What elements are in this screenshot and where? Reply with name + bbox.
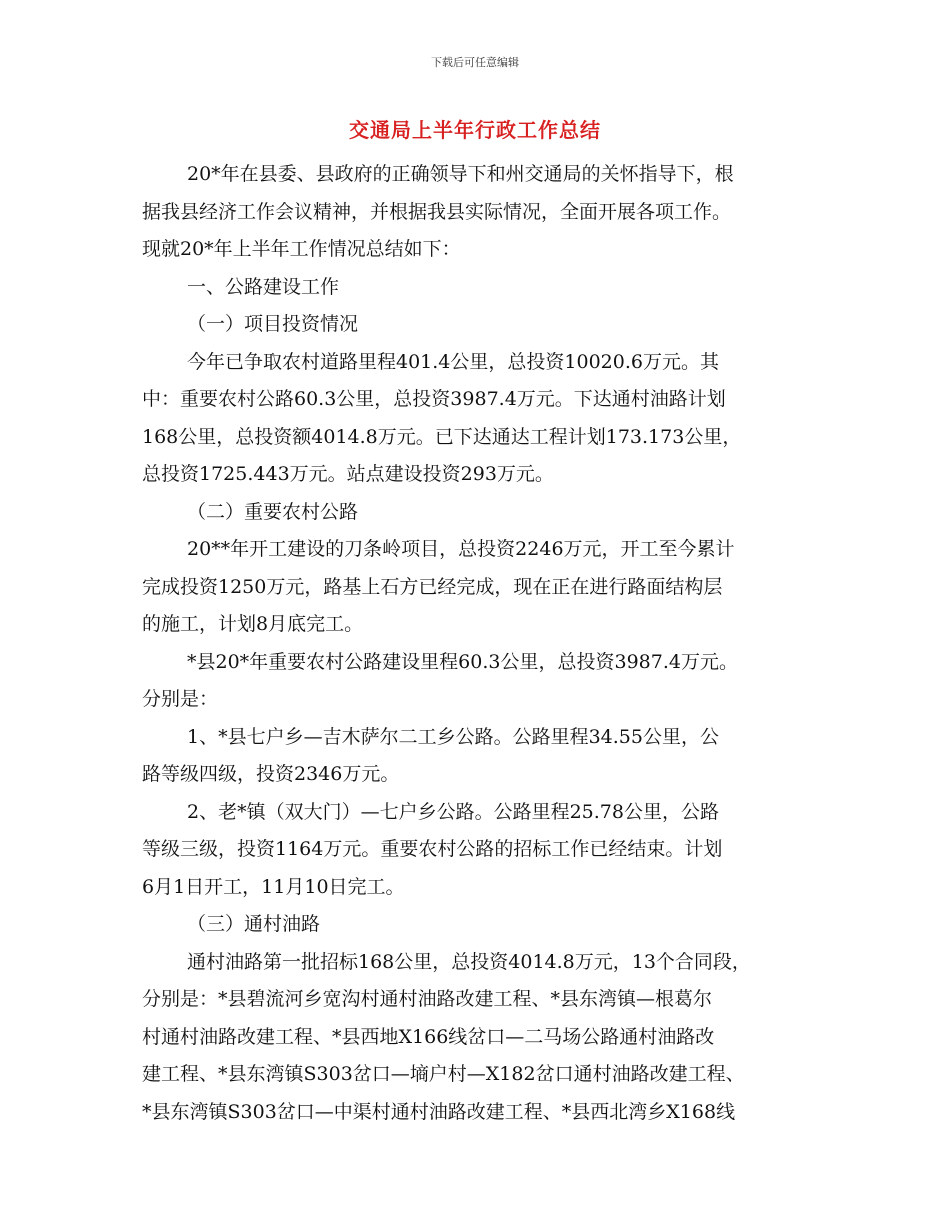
document-title: 交通局上半年行政工作总结: [349, 118, 601, 142]
body-line: （一）项目投资情况: [187, 313, 359, 335]
body-line: 通村油路第一批招标168公里，总投资4014.8万元，13个合同段，: [187, 950, 751, 973]
body-line: 1、*县七户乡—吉木萨尔二工乡公路。公路里程34.55公里，公: [187, 725, 719, 748]
body-line: 村通村油路改建工程、*县西地X166线岔口—二马场公路通村油路改: [142, 1025, 715, 1048]
body-line: 等级三级，投资1164万元。重要农村公路的招标工作已经结束。计划: [142, 838, 723, 860]
body-line: *县20*年重要农村公路建设里程60.3公里，总投资3987.4万元。: [187, 650, 738, 673]
header-note: 下载后可任意编辑: [431, 56, 519, 69]
body-line: 168公里，总投资额4014.8万元。已下达通达工程计划173.173公里，: [142, 425, 742, 448]
body-line: 总投资1725.443万元。站点建设投资293万元。: [142, 463, 554, 485]
body-line: 据我县经济工作会议精神，并根据我县实际情况，全面开展各项工作。: [142, 200, 732, 223]
body-line: 20**年开工建设的刀条岭项目，总投资2246万元，开工至今累计: [187, 538, 735, 560]
body-line: （三）通村油路: [187, 913, 321, 935]
body-line: 建工程、*县东湾镇S303岔口—墒户村—X182岔口通村油路改建工程、: [142, 1063, 745, 1085]
document-body: [142, 156, 814, 1131]
body-line: 20*年在县委、县政府的正确领导下和州交通局的关怀指导下，根: [187, 163, 734, 185]
body-line: *县东湾镇S303岔口—中渠村通村油路改建工程、*县西北湾乡X168线: [142, 1100, 736, 1123]
body-line: 分别是：: [142, 688, 219, 710]
body-line: 一、公路建设工作: [187, 275, 340, 298]
body-line: 分别是：*县碧流河乡宽沟村通村油路改建工程、*县东湾镇—根葛尔: [142, 988, 713, 1010]
body-line: 今年已争取农村道路里程401.4公里，总投资10020.6万元。其: [187, 350, 719, 373]
body-line: 现就20*年上半年工作情况总结如下：: [142, 238, 461, 260]
body-line: 2、老*镇（双大门）—七户乡公路。公路里程25.78公里，公路: [187, 800, 719, 823]
body-line: 中：重要农村公路60.3公里，总投资3987.4万元。下达通村油路计划: [142, 388, 726, 410]
body-line: 6月1日开工，11月10日完工。: [142, 875, 405, 898]
body-line: 路等级四级，投资2346万元。: [142, 763, 400, 785]
body-line: 的施工，计划8月底完工。: [142, 613, 364, 635]
body-line: （二）重要农村公路: [187, 500, 359, 523]
body-line: 完成投资1250万元，路基上石方已经完成，现在正在进行路面结构层: [142, 575, 723, 598]
